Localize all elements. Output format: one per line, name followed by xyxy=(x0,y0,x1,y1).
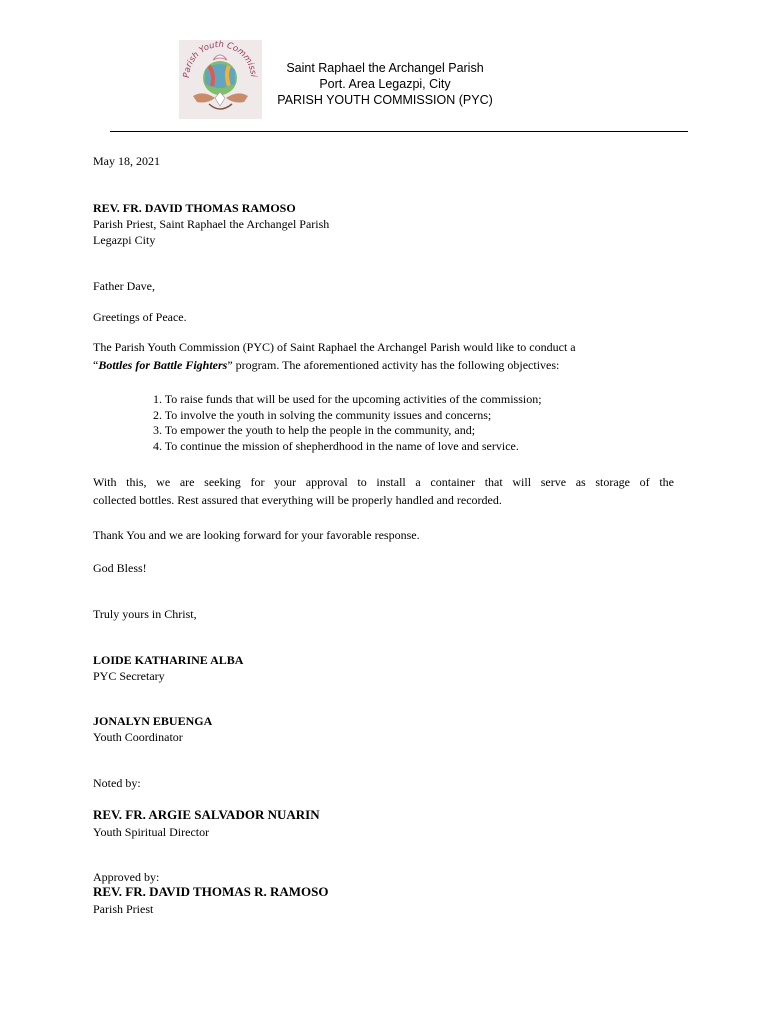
salutation: Father Dave, xyxy=(93,279,155,293)
noted-by-label: Noted by: xyxy=(93,776,141,790)
parish-address: Port. Area Legazpi, City xyxy=(319,77,451,91)
intro-rest: ” program. The aforementioned activity has the following objectives: xyxy=(227,358,560,372)
recipient-name: REV. FR. DAVID THOMAS RAMOSO xyxy=(93,201,296,215)
objective-item: 4. To continue the mission of shepherdhood in the name of love and service. xyxy=(153,438,519,453)
parish-youth-commission-logo xyxy=(179,40,262,119)
blessing-line: God Bless! xyxy=(93,561,147,575)
approver-name: REV. FR. DAVID THOMAS R. RAMOSO xyxy=(93,884,329,899)
objectives-list xyxy=(153,392,542,454)
objective-item: 1. To raise funds that will be used for the upcoming activities of the commission; xyxy=(153,392,542,406)
logo-arc-text: Parish Youth Commissi xyxy=(181,40,258,79)
director-name: REV. FR. ARGIE SALVADOR NUARIN xyxy=(93,807,320,822)
open-quote: “ xyxy=(93,358,99,372)
coordinator-name: JONALYN EBUENGA xyxy=(93,714,213,728)
thanks-line: Thank You and we are looking forward for your favorable response. xyxy=(93,528,420,542)
coordinator-role: Youth Coordinator xyxy=(93,730,183,744)
program-name: Bottles for Battle Fighters xyxy=(98,358,228,372)
letter-date: May 18, 2021 xyxy=(93,154,160,168)
recipient-city: Legazpi City xyxy=(93,233,156,247)
commission-name: PARISH YOUTH COMMISSION (PYC) xyxy=(277,93,493,107)
closing-line: Truly yours in Christ, xyxy=(93,607,197,621)
director-role: Youth Spiritual Director xyxy=(93,825,210,839)
approver-role: Parish Priest xyxy=(93,902,154,916)
request-line-2: collected bottles. Rest assured that everything will be properly handled and recorded. xyxy=(93,493,502,507)
request-line-1: With this, we are seeking for your approval to install a container that will serve as storage of the xyxy=(93,475,674,489)
objective-item: 3. To empower the youth to help the people in the community, and; xyxy=(153,423,476,437)
intro-line-2 xyxy=(93,357,559,373)
secretary-role: PYC Secretary xyxy=(93,669,165,683)
secretary-name: LOIDE KATHARINE ALBA xyxy=(93,653,244,667)
objective-item: 2. To involve the youth in solving the community issues and concerns; xyxy=(153,407,492,422)
header-divider xyxy=(110,131,688,132)
approved-by-label: Approved by: xyxy=(93,870,160,884)
recipient-title: Parish Priest, Saint Raphael the Archangel Parish xyxy=(93,217,330,231)
parish-name: Saint Raphael the Archangel Parish xyxy=(286,61,484,75)
intro-line-1: The Parish Youth Commission (PYC) of Saint Raphael the Archangel Parish would like to conduct a xyxy=(93,340,576,354)
greeting: Greetings of Peace. xyxy=(93,310,187,324)
